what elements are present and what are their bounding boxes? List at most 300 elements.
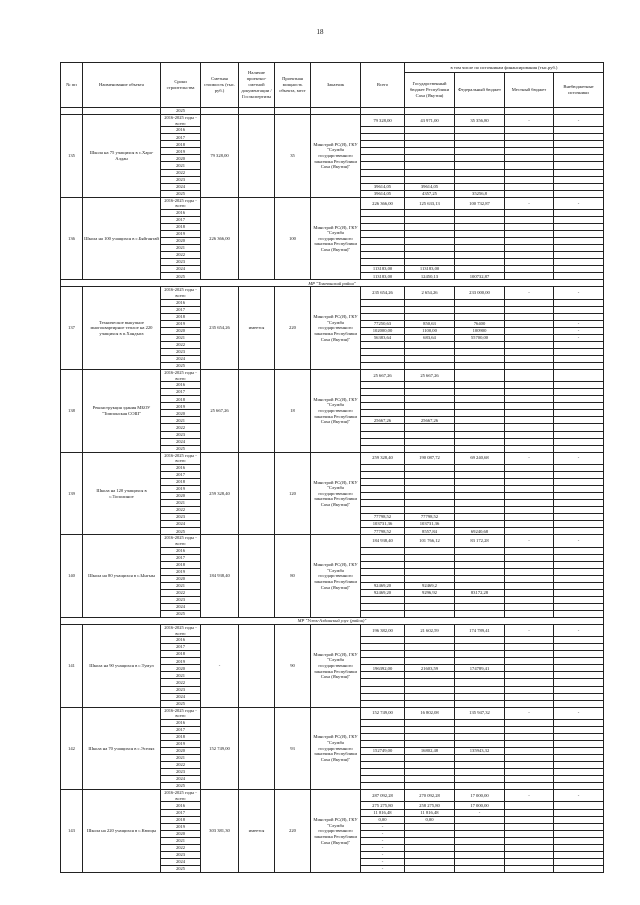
total-cell: 79 328,00	[361, 115, 405, 127]
year-cell: 2017	[161, 389, 201, 396]
offbudget-cell	[554, 169, 604, 176]
total-cell	[361, 176, 405, 183]
local-cell	[505, 658, 554, 665]
total-cell: 0,00	[361, 816, 405, 823]
local-cell	[505, 431, 554, 438]
republic-cell	[405, 155, 455, 162]
total-cell	[361, 493, 405, 500]
offbudget-cell	[554, 355, 604, 362]
republic-cell	[405, 216, 455, 223]
total-cell	[361, 471, 405, 478]
year-cell: 2024	[161, 438, 201, 445]
local-cell	[505, 493, 554, 500]
federal-cell	[455, 547, 505, 554]
republic-cell	[405, 431, 455, 438]
year-cell: 2016	[161, 802, 201, 809]
offbudget-cell	[554, 410, 604, 417]
project-number: 142	[61, 707, 83, 790]
local-cell	[505, 603, 554, 610]
local-cell	[505, 471, 554, 478]
header-total: Всего	[361, 63, 405, 108]
local-cell	[505, 417, 554, 424]
federal-cell	[455, 733, 505, 740]
year-cell: 2022	[161, 679, 201, 686]
republic-cell: 11 816,48	[405, 809, 455, 816]
total-cell	[361, 355, 405, 362]
header-offbudget: Внебюджетные источники	[554, 73, 604, 108]
project-name: Школа на 75 учащихся в с.Хара-Алдан	[83, 115, 161, 198]
total-cell	[361, 362, 405, 369]
local-cell	[505, 596, 554, 603]
total-cell	[361, 486, 405, 493]
offbudget-cell	[554, 762, 604, 769]
year-cell: 2018	[161, 733, 201, 740]
year-cell: 2020	[161, 748, 201, 755]
total-cell: 287 092,28	[361, 790, 405, 802]
year-cell: 2021	[161, 837, 201, 844]
federal-cell	[455, 341, 505, 348]
year-cell: 2017	[161, 306, 201, 313]
total-cell	[361, 610, 405, 617]
total-cell	[361, 755, 405, 762]
federal-cell: 100900	[455, 327, 505, 334]
republic-cell	[405, 306, 455, 313]
year-cell: 2016-2025 годы - всего	[161, 452, 201, 464]
region-row	[61, 617, 604, 624]
federal-cell	[455, 162, 505, 169]
federal-cell: 174789,41	[455, 665, 505, 672]
republic-cell	[405, 313, 455, 320]
project-name: Школа на 90 учащихся в с.Тумул	[83, 624, 161, 707]
year-cell: 2016-2025 годы - всего	[161, 624, 201, 636]
offbudget-cell	[554, 348, 604, 355]
federal-cell: 69 240,68	[455, 452, 505, 464]
offbudget-cell: -	[554, 707, 604, 719]
year-cell: 2021	[161, 672, 201, 679]
offbudget-cell	[554, 521, 604, 528]
total-cell	[361, 644, 405, 651]
total-cell	[361, 141, 405, 148]
project-design	[239, 624, 275, 707]
total-cell: -	[361, 858, 405, 865]
federal-cell	[455, 521, 505, 528]
republic-cell	[405, 259, 455, 266]
republic-cell	[405, 471, 455, 478]
total-cell	[361, 776, 405, 783]
local-cell	[505, 651, 554, 658]
total-cell: 259 328,40	[361, 452, 405, 464]
offbudget-cell	[554, 507, 604, 514]
offbudget-cell	[554, 748, 604, 755]
total-cell	[361, 155, 405, 162]
year-cell: 2022	[161, 507, 201, 514]
offbudget-cell	[554, 148, 604, 155]
local-cell	[505, 521, 554, 528]
project-cost: 184 938,40	[201, 535, 239, 618]
project-executor: Минстрой РС(Я), ГКУ "Служба государственного заказчика Республики Саха (Якутия)"	[311, 535, 361, 618]
republic-cell: 258 275,80	[405, 802, 455, 809]
project-cost: 259 328,40	[201, 452, 239, 535]
year-cell: 2016	[161, 209, 201, 216]
federal-cell	[455, 844, 505, 851]
total-cell: -	[361, 830, 405, 837]
offbudget-cell	[554, 561, 604, 568]
federal-cell: 135943,32	[455, 748, 505, 755]
federal-cell	[455, 438, 505, 445]
federal-cell	[455, 719, 505, 726]
republic-cell	[405, 238, 455, 245]
local-cell	[505, 719, 554, 726]
year-cell: 2021	[161, 500, 201, 507]
local-cell	[505, 762, 554, 769]
year-cell: 2023	[161, 686, 201, 693]
year-cell: 2023	[161, 514, 201, 521]
project-design	[239, 707, 275, 790]
header-capacity: Проектная мощность объекта, мест	[275, 63, 311, 108]
federal-cell	[455, 762, 505, 769]
republic-cell: 190 087,72	[405, 452, 455, 464]
year-cell: 2020	[161, 410, 201, 417]
republic-cell	[405, 231, 455, 238]
total-cell	[361, 223, 405, 230]
year-cell: 2020	[161, 155, 201, 162]
local-cell	[505, 486, 554, 493]
federal-cell: -	[455, 809, 505, 816]
total-cell: 196392,00	[361, 665, 405, 672]
total-cell: 152 749,00	[361, 707, 405, 719]
year-cell: 2019	[161, 148, 201, 155]
local-cell	[505, 748, 554, 755]
offbudget-cell	[554, 830, 604, 837]
project-cost: 25 667,26	[201, 370, 239, 453]
page-number: 18	[316, 28, 324, 36]
project-capacity: 80	[275, 535, 311, 618]
federal-cell	[455, 306, 505, 313]
year-cell: 2018	[161, 561, 201, 568]
federal-cell	[455, 231, 505, 238]
header-name: Наименование объекта	[83, 63, 161, 108]
total-cell	[361, 740, 405, 747]
republic-cell	[405, 348, 455, 355]
offbudget-cell	[554, 155, 604, 162]
total-cell: 152749,00	[361, 748, 405, 755]
local-cell	[505, 865, 554, 872]
year-cell: 2025	[161, 700, 201, 707]
table-row	[61, 108, 604, 115]
local-cell	[505, 245, 554, 252]
federal-cell	[455, 823, 505, 830]
total-cell: 196 382,00	[361, 624, 405, 636]
total-cell	[361, 478, 405, 485]
year-cell: 2025	[161, 783, 201, 790]
offbudget-cell	[554, 306, 604, 313]
federal-cell	[455, 693, 505, 700]
total-cell	[361, 431, 405, 438]
federal-cell	[455, 313, 505, 320]
republic-cell	[405, 148, 455, 155]
republic-cell: 92469,2	[405, 582, 455, 589]
year-cell: 2019	[161, 320, 201, 327]
total-cell	[361, 658, 405, 665]
republic-cell	[405, 575, 455, 582]
federal-cell	[455, 507, 505, 514]
total-cell	[361, 341, 405, 348]
local-cell	[505, 816, 554, 823]
local-cell	[505, 252, 554, 259]
project-capacity: 220	[275, 287, 311, 370]
republic-cell	[405, 726, 455, 733]
local-cell	[505, 726, 554, 733]
year-cell: 2016	[161, 382, 201, 389]
republic-cell	[405, 568, 455, 575]
local-cell	[505, 783, 554, 790]
year-cell: 2018	[161, 478, 201, 485]
project-number: 139	[61, 452, 83, 535]
offbudget-cell	[554, 658, 604, 665]
republic-cell	[405, 478, 455, 485]
local-cell	[505, 238, 554, 245]
year-cell: 2020	[161, 238, 201, 245]
republic-cell	[405, 644, 455, 651]
republic-cell	[405, 561, 455, 568]
offbudget-cell	[554, 582, 604, 589]
federal-cell	[455, 686, 505, 693]
republic-cell	[405, 382, 455, 389]
table-row	[61, 624, 604, 636]
project-name: Школа на 220 учащихся в с.Кюпцы	[83, 790, 161, 873]
year-cell: 2023	[161, 431, 201, 438]
year-cell: 2017	[161, 726, 201, 733]
year-cell: 2023	[161, 769, 201, 776]
year-cell: 2018	[161, 313, 201, 320]
year-cell: 2023	[161, 348, 201, 355]
republic-cell: 77798,52	[405, 514, 455, 521]
year-cell: 2022	[161, 589, 201, 596]
federal-cell	[455, 362, 505, 369]
federal-cell	[455, 216, 505, 223]
offbudget-cell: -	[554, 452, 604, 464]
federal-cell	[455, 679, 505, 686]
total-cell: 275 275,80	[361, 802, 405, 809]
local-cell	[505, 370, 554, 382]
offbudget-cell: -	[554, 327, 604, 334]
project-number: 141	[61, 624, 83, 707]
year-cell: 2023	[161, 851, 201, 858]
republic-cell	[405, 603, 455, 610]
local-cell	[505, 644, 554, 651]
offbudget-cell	[554, 431, 604, 438]
federal-cell	[455, 396, 505, 403]
total-cell: -	[361, 837, 405, 844]
offbudget-cell	[554, 755, 604, 762]
project-design	[239, 452, 275, 535]
offbudget-cell	[554, 802, 604, 809]
federal-cell: 135 947,32	[455, 707, 505, 719]
federal-cell: 100732,87	[455, 273, 505, 280]
local-cell	[505, 445, 554, 452]
offbudget-cell	[554, 500, 604, 507]
year-cell: 2023	[161, 176, 201, 183]
local-cell	[505, 313, 554, 320]
local-cell	[505, 686, 554, 693]
total-cell	[361, 783, 405, 790]
total-cell	[361, 134, 405, 141]
table-row	[61, 370, 604, 382]
local-cell	[505, 679, 554, 686]
republic-cell: 125 633,13	[405, 197, 455, 209]
federal-cell	[455, 700, 505, 707]
total-cell	[361, 410, 405, 417]
offbudget-cell	[554, 554, 604, 561]
year-cell: 2025	[161, 865, 201, 872]
year-cell: 2023	[161, 259, 201, 266]
year-cell: 2024	[161, 521, 201, 528]
offbudget-cell	[554, 266, 604, 273]
federal-cell	[455, 382, 505, 389]
local-cell	[505, 348, 554, 355]
local-cell	[505, 464, 554, 471]
offbudget-cell	[554, 478, 604, 485]
republic-cell	[405, 410, 455, 417]
federal-cell	[455, 672, 505, 679]
year-cell: 2016-2025 годы - всего	[161, 790, 201, 802]
republic-cell	[405, 389, 455, 396]
project-executor: Минстрой РС(Я), ГКУ "Служба государственного заказчика Республики Саха (Якутия)"	[311, 287, 361, 370]
year-cell: 2018	[161, 651, 201, 658]
federal-cell	[455, 348, 505, 355]
header-sources-group: в том числе по источникам финансирования (тыс.руб.)	[405, 63, 604, 73]
header-term: Сроки строительства	[161, 63, 201, 108]
local-cell	[505, 693, 554, 700]
total-cell: 77798,52	[361, 528, 405, 535]
header-local: Местный бюджет	[505, 73, 554, 108]
total-cell: 92469,20	[361, 582, 405, 589]
total-cell: 113183,00	[361, 273, 405, 280]
offbudget-cell	[554, 259, 604, 266]
offbudget-cell	[554, 464, 604, 471]
year-cell: 2021	[161, 245, 201, 252]
total-cell: 92469,20	[361, 589, 405, 596]
offbudget-cell	[554, 686, 604, 693]
total-cell	[361, 209, 405, 216]
year-cell: 2024	[161, 603, 201, 610]
project-name: Школа на 100 учащихся в с.Бяйгантай	[83, 197, 161, 280]
republic-cell: 16802,48	[405, 748, 455, 755]
federal-cell: 83172,28	[455, 589, 505, 596]
republic-cell: 2 654,26	[405, 287, 455, 299]
federal-cell	[455, 740, 505, 747]
federal-cell: 69240,68	[455, 528, 505, 535]
federal-cell	[455, 769, 505, 776]
republic-cell	[405, 169, 455, 176]
total-cell	[361, 127, 405, 134]
total-cell	[361, 554, 405, 561]
offbudget-cell	[554, 162, 604, 169]
local-cell: -	[505, 790, 554, 802]
year-cell: 2019	[161, 403, 201, 410]
local-cell	[505, 514, 554, 521]
total-cell	[361, 693, 405, 700]
republic-cell	[405, 837, 455, 844]
total-cell	[361, 231, 405, 238]
year-cell: 2025	[161, 528, 201, 535]
republic-cell: 16 802,08	[405, 707, 455, 719]
local-cell	[505, 809, 554, 816]
project-cost: -	[201, 624, 239, 707]
offbudget-cell: -	[554, 287, 604, 299]
total-cell	[361, 500, 405, 507]
offbudget-cell	[554, 844, 604, 851]
federal-cell	[455, 370, 505, 382]
offbudget-cell	[554, 486, 604, 493]
project-executor: Минстрой РС(Я), ГКУ "Служба государственного заказчика Республики Саха (Якутия)"	[311, 707, 361, 790]
federal-cell	[455, 169, 505, 176]
total-cell	[361, 726, 405, 733]
republic-cell	[405, 858, 455, 865]
federal-cell	[455, 603, 505, 610]
federal-cell	[455, 568, 505, 575]
local-cell	[505, 176, 554, 183]
year-cell: 2020	[161, 830, 201, 837]
local-cell	[505, 424, 554, 431]
republic-cell	[405, 500, 455, 507]
offbudget-cell	[554, 700, 604, 707]
offbudget-cell	[554, 816, 604, 823]
local-cell	[505, 382, 554, 389]
local-cell	[505, 389, 554, 396]
federal-cell	[455, 183, 505, 190]
local-cell	[505, 700, 554, 707]
republic-cell	[405, 700, 455, 707]
republic-cell	[405, 464, 455, 471]
republic-cell	[405, 637, 455, 644]
republic-cell: 39614,05	[405, 183, 455, 190]
federal-cell	[455, 417, 505, 424]
local-cell	[505, 223, 554, 230]
project-number: 140	[61, 535, 83, 618]
year-cell: 2020	[161, 493, 201, 500]
offbudget-cell	[554, 445, 604, 452]
year-cell: 2016	[161, 127, 201, 134]
local-cell	[505, 478, 554, 485]
republic-cell	[405, 769, 455, 776]
offbudget-cell	[554, 417, 604, 424]
local-cell	[505, 231, 554, 238]
federal-cell	[455, 783, 505, 790]
local-cell: -	[505, 624, 554, 636]
project-number: 135	[61, 115, 83, 198]
offbudget-cell	[554, 341, 604, 348]
total-cell	[361, 561, 405, 568]
total-cell	[361, 575, 405, 582]
republic-cell	[405, 403, 455, 410]
year-cell: 2022	[161, 762, 201, 769]
local-cell	[505, 755, 554, 762]
federal-cell	[455, 355, 505, 362]
federal-cell	[455, 127, 505, 134]
year-cell: 2016	[161, 637, 201, 644]
offbudget-cell	[554, 209, 604, 216]
federal-cell	[455, 514, 505, 521]
offbudget-cell	[554, 223, 604, 230]
local-cell	[505, 169, 554, 176]
local-cell	[505, 733, 554, 740]
project-design: имеется	[239, 287, 275, 370]
republic-cell: 270 092,28	[405, 790, 455, 802]
year-cell: 2019	[161, 740, 201, 747]
total-cell: -	[361, 851, 405, 858]
total-cell: -	[361, 844, 405, 851]
